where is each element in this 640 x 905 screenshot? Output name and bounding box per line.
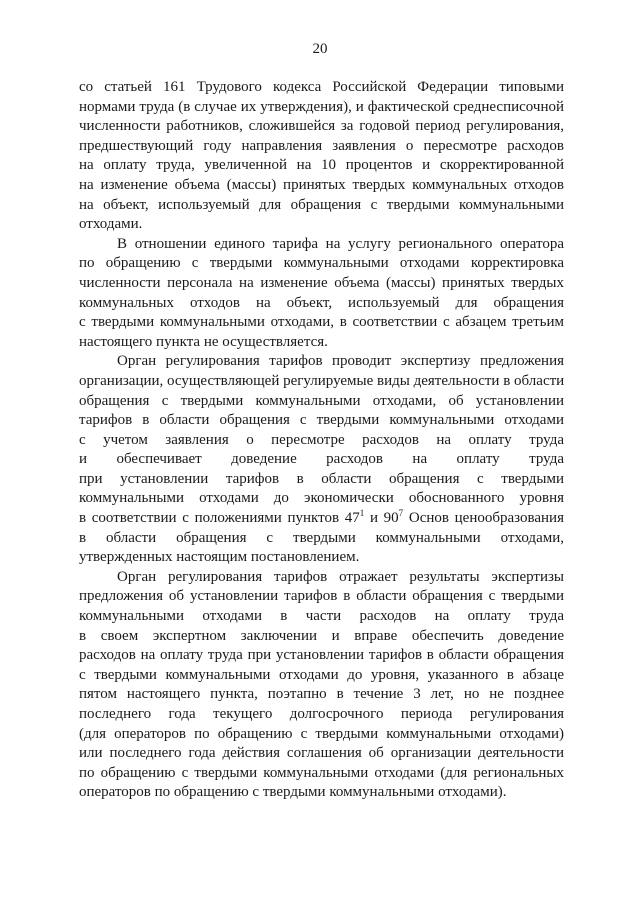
text-line: Орган регулирования тарифов отражает результаты экспертизы (117, 568, 564, 585)
text-line: предшествующий году направления заявления о пересмотре расходов (79, 137, 564, 154)
superscript-reference: 1 (359, 508, 365, 519)
text-line: с учетом заявления о пересмотре расходов на оплату труда (79, 431, 564, 448)
paragraph-3 (79, 352, 564, 568)
text-line: операторов по обращению с твердыми коммунальными отходами). (79, 784, 507, 801)
text-line-with-references (79, 509, 564, 529)
text-line: на оплату труда, увеличенной на 10 процентов и скорректированной (79, 157, 564, 174)
text-line: расходов на оплату труда при установлении тарифов в области обращения (79, 647, 564, 664)
text-line: нормами труда (в случае их утверждения), и фактической среднесписочной (79, 98, 564, 115)
superscript-reference: 7 (398, 508, 404, 519)
line-text-middle: и 90 (364, 510, 399, 527)
text-line: отходами. (79, 216, 143, 233)
text-line: коммунальными отходами до экономически обоснованного уровня (79, 490, 564, 507)
text-line: с твердыми коммунальными отходами до уровня, указанного в абзаце (79, 666, 564, 683)
text-line: по обращению с твердыми коммунальными отходами (для региональных (79, 764, 564, 781)
text-line: в области обращения с твердыми коммунальными отходами, (79, 529, 564, 546)
text-line: предложения об установлении тарифов в области обращения с твердыми (79, 588, 564, 605)
text-line: В отношении единого тарифа на услугу регионального оператора (117, 235, 564, 252)
text-line: и обеспечивает доведение расходов на оплату труда (79, 451, 564, 468)
text-line: настоящего пункта не осуществляется. (79, 333, 328, 350)
text-line: пятом настоящего пункта, поэтапно в течение 3 лет, но не позднее (79, 686, 564, 703)
paragraph-2 (79, 235, 564, 353)
line-text-before: в соответствии с положениями пунктов 47 (79, 510, 360, 527)
text-line: в своем экспертном заключении и вправе обеспечить доведение (79, 627, 564, 644)
text-line: по обращению с твердыми коммунальными отходами корректировка (79, 255, 564, 272)
text-line: при установлении тарифов в области обращения с твердыми (79, 470, 564, 487)
text-line: обращения с твердыми коммунальными отходами, об установлении (79, 392, 564, 409)
text-line: или последнего года действия соглашения об организации деятельности (79, 745, 564, 762)
text-line: коммунальными отходами в части расходов на оплату труда (79, 608, 564, 625)
paragraph-4 (79, 568, 564, 803)
text-line: организации, осуществляющей регулируемые виды деятельности в области (79, 372, 565, 389)
text-line: тарифов в области обращения с твердыми коммунальными отходами (79, 412, 564, 429)
line-text-after: Основ ценообразования (403, 510, 564, 527)
text-line: коммунальных отходов на объект, используемый для обращения (79, 294, 564, 311)
text-line: Орган регулирования тарифов проводит экспертизу предложения (117, 353, 564, 370)
text-line: последнего года текущего долгосрочного периода регулирования (79, 706, 564, 722)
text-line: с твердыми коммунальными отходами, в соответствии с абзацем третьим (79, 314, 564, 331)
text-line: численности персонала на изменение объема (массы) принятых твердых (79, 274, 564, 291)
text-line: со статьей 161 Трудового кодекса Российской Федерации типовыми (79, 79, 564, 95)
document-body (79, 78, 564, 803)
text-line: численности работников, сложившейся за годовой период регулирования, (79, 118, 564, 135)
paragraph-1 (79, 78, 564, 235)
text-line: утвержденных настоящим постановлением. (79, 549, 360, 566)
text-line: (для операторов по обращению с твердыми коммунальными отходами) (79, 725, 564, 742)
text-line: на изменение объема (массы) принятых твердых коммунальных отходов (79, 176, 564, 193)
text-line: на объект, используемый для обращения с твердыми коммунальными (79, 196, 564, 213)
page-number: 20 (312, 41, 328, 57)
